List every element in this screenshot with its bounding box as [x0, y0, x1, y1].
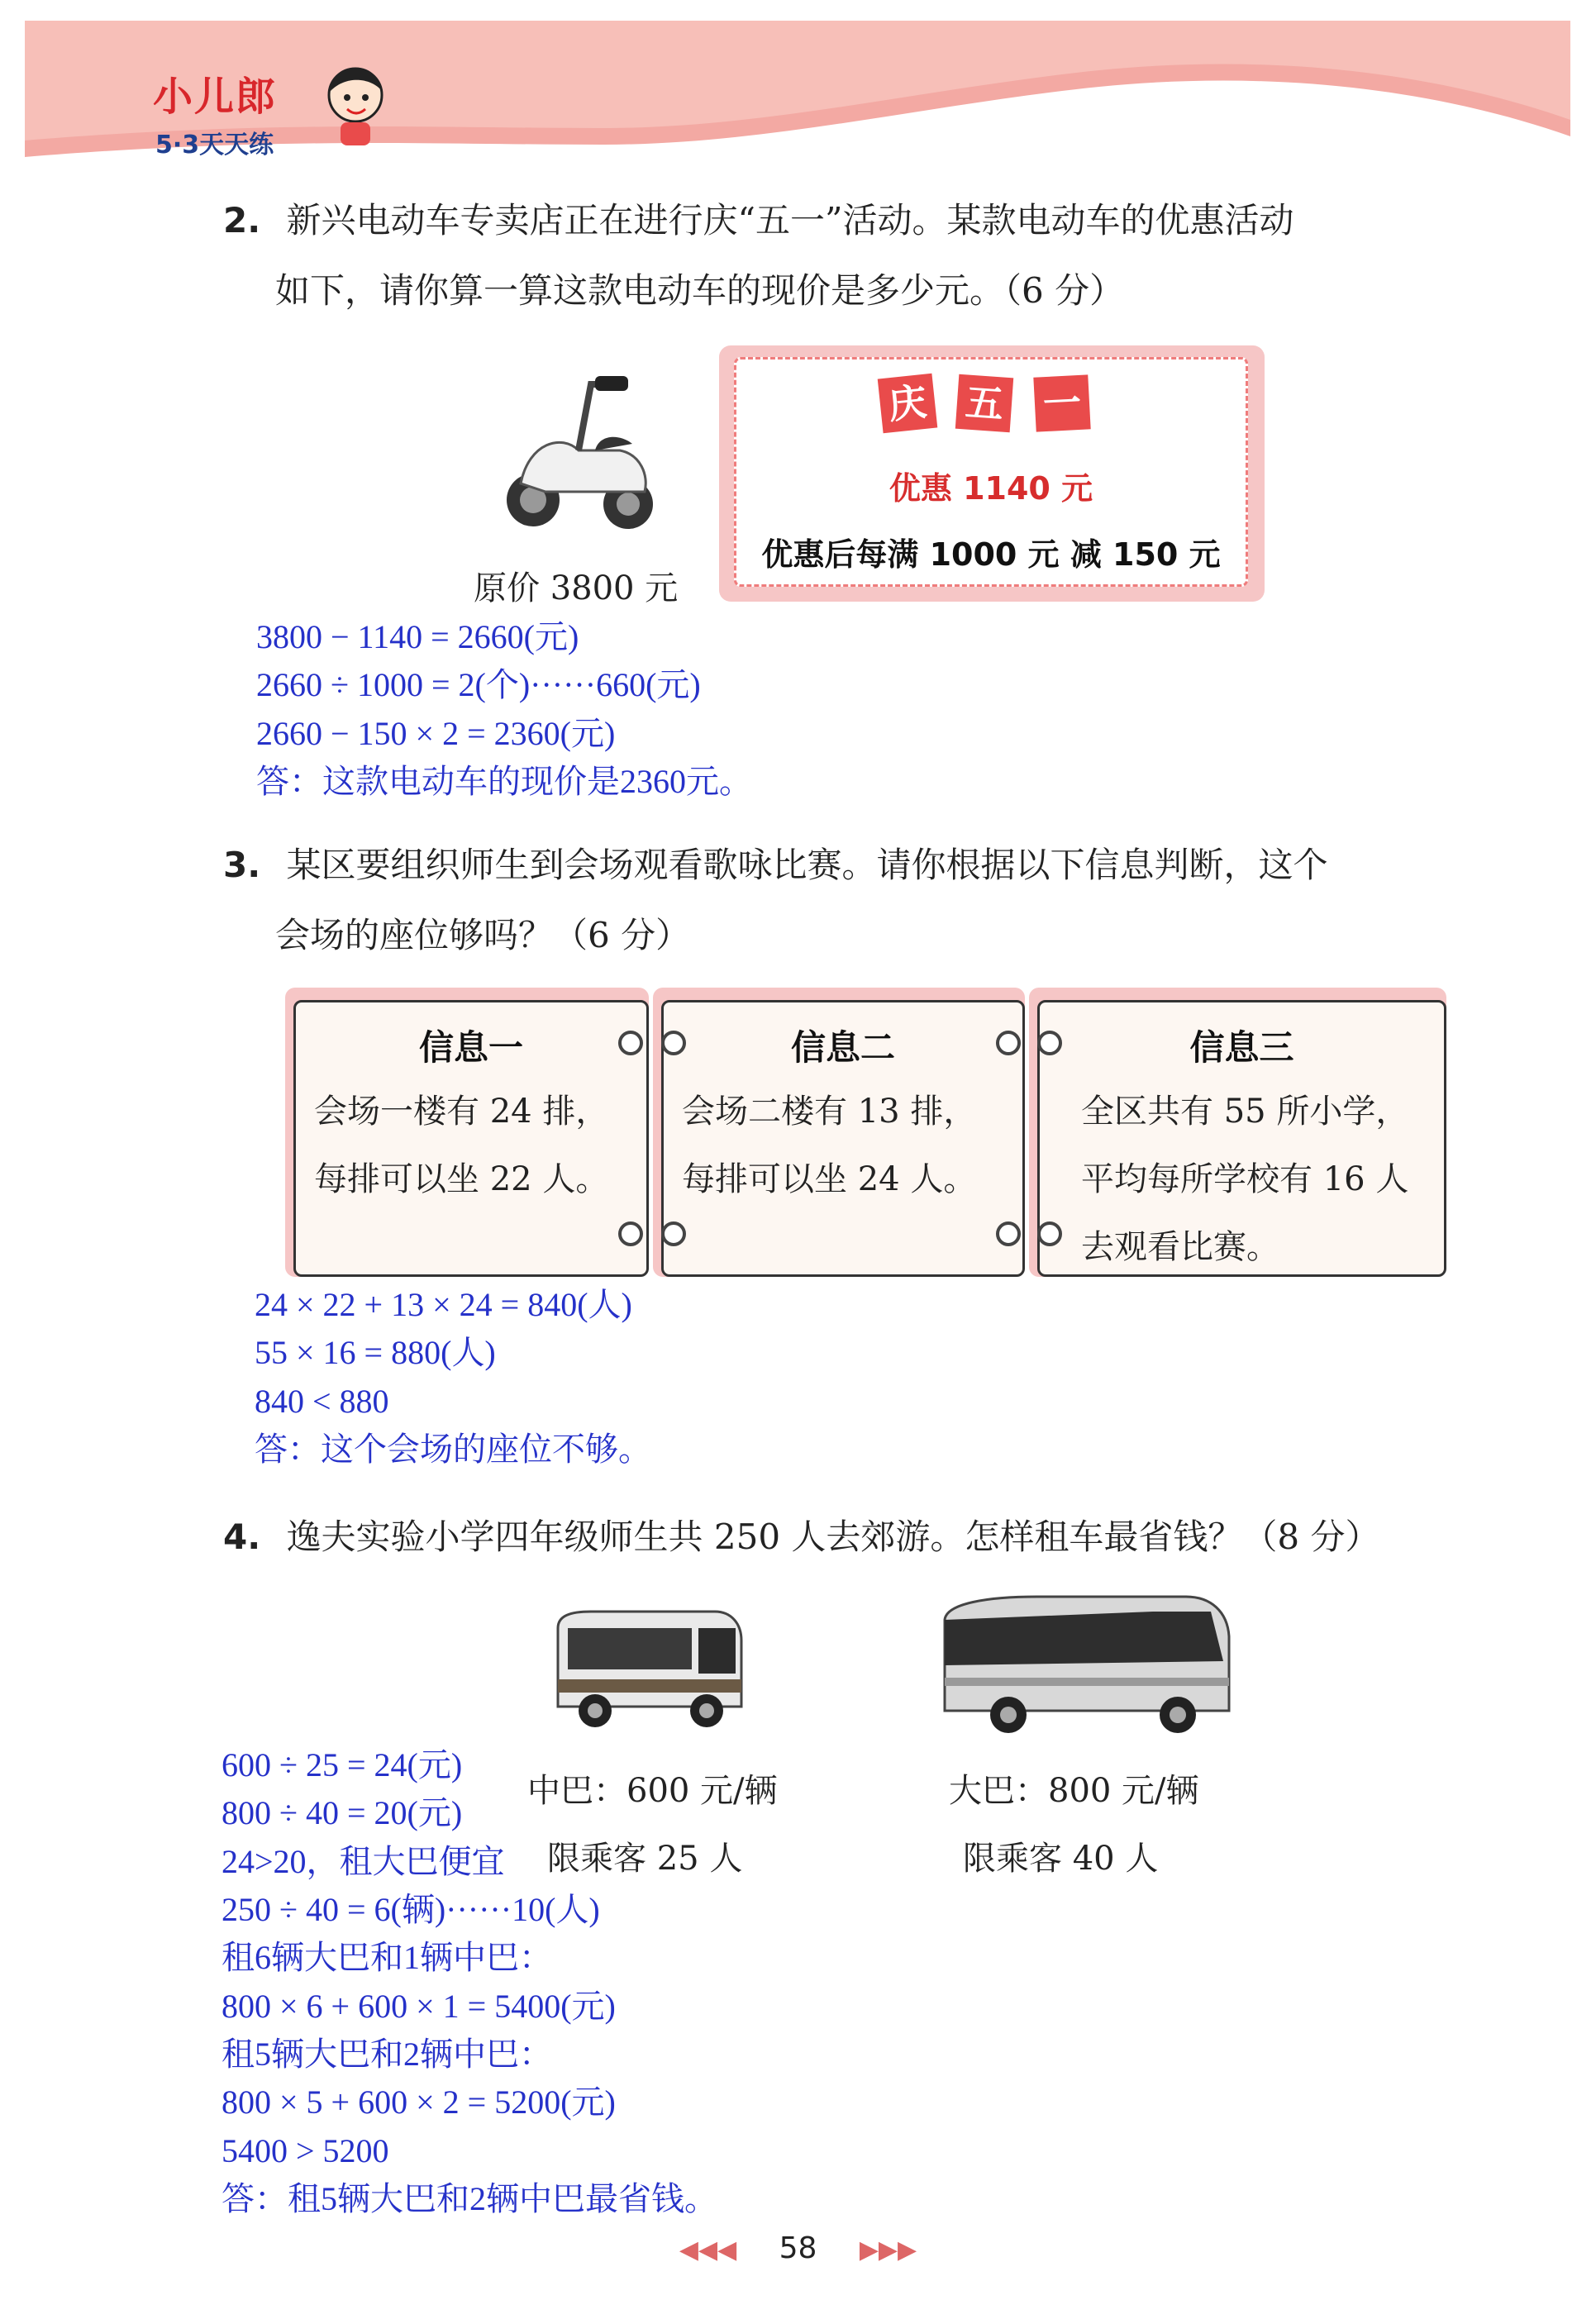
q4-answer-1: 600 ÷ 25 = 24(元)	[222, 1746, 463, 1783]
q4-answer-3: 24>20，租大巴便宜	[222, 1843, 505, 1880]
info-card-2-line1: 会场二楼有 13 排，	[682, 1093, 977, 1131]
info-card-1-line1: 会场一楼有 24 排，	[314, 1093, 609, 1131]
info-card-1-line2: 每排可以坐 22 人。	[314, 1160, 609, 1198]
info-card-3-title: 信息三	[1189, 1027, 1294, 1068]
card-ring-2c	[996, 1221, 1021, 1246]
q3-text-line2: 会场的座位够吗？（6 分）	[275, 915, 691, 955]
q3-number: 3.	[223, 845, 261, 885]
q3-text-line1: 某区要组织师生到会场观看歌咏比赛。请你根据以下信息判断，这个	[286, 845, 1328, 885]
q2-line1	[223, 198, 1294, 244]
mascot-avatar	[322, 58, 388, 149]
q4-answer-8: 800 × 5 + 600 × 2 = 5200(元)	[222, 2083, 616, 2121]
q4-answer-4: 250 ÷ 40 = 6(辆)······10(人)	[222, 1891, 600, 1928]
info-card-1-title: 信息一	[418, 1027, 523, 1068]
q4-answer-9: 5400 > 5200	[222, 2132, 389, 2169]
q4-number: 4.	[223, 1517, 261, 1557]
left-arrows-icon: ◀◀◀	[679, 2236, 737, 2264]
q2-text-line2: 如下，请你算一算这款电动车的现价是多少元。（6 分）	[275, 270, 1125, 311]
logo-text: 小儿郎	[153, 74, 278, 120]
q2-answer-3: 2660 − 150 × 2 = 2360(元)	[256, 715, 616, 752]
bus-image	[938, 1587, 1236, 1736]
q4-text-line1: 逸夫实验小学四年级师生共 250 人去郊游。怎样租车最省钱？（8 分）	[286, 1517, 1380, 1557]
q2-answer-4: 答：这款电动车的现价是2360元。	[256, 763, 752, 800]
card-ring-1b	[661, 1031, 686, 1055]
q4-answer-6: 800 × 6 + 600 × 1 = 5400(元)	[222, 1988, 616, 2025]
promo-char-3: 一	[1033, 374, 1090, 431]
q3-answer-4: 答：这个会场的座位不够。	[255, 1431, 651, 1468]
promo-discount: 优惠 1140 元	[889, 470, 1093, 507]
card-ring-2b	[1037, 1031, 1062, 1055]
q2-text-line1: 新兴电动车专卖店正在进行庆“五一”活动。某款电动车的优惠活动	[286, 200, 1294, 240]
minibus-image	[550, 1603, 748, 1736]
q2-answer-2: 2660 ÷ 1000 = 2(个)······660(元)	[256, 666, 701, 703]
scooter-original-price: 原价 3800 元	[474, 569, 679, 607]
bus-capacity: 限乘客 40 人	[963, 1840, 1159, 1878]
q4-line1	[223, 1515, 1380, 1560]
q2-number: 2.	[223, 200, 261, 240]
promo-rule: 优惠后每满 1000 元 减 150 元	[761, 536, 1221, 573]
q3-answer-2: 55 × 16 = 880(人)	[255, 1334, 496, 1371]
minibus-capacity: 限乘客 25 人	[547, 1840, 743, 1878]
promo-char-1: 庆	[878, 374, 938, 434]
minibus-price: 中巴：600 元/辆	[527, 1772, 778, 1810]
page-number: 58	[779, 2231, 817, 2265]
q2-answer-1: 3800 − 1140 = 2660(元)	[256, 618, 579, 655]
promo-char-2: 五	[955, 374, 1013, 432]
logo-subtitle: 5·3天天练	[155, 131, 274, 160]
right-arrows-icon: ▶▶▶	[859, 2236, 917, 2264]
card-ring-1c	[618, 1221, 643, 1246]
info-card-1	[293, 1000, 649, 1277]
card-ring-2d	[1037, 1221, 1062, 1246]
q3-line1	[223, 843, 1328, 888]
info-card-3-line1: 全区共有 55 所小学，	[1081, 1093, 1409, 1131]
page-footer	[0, 2231, 1596, 2265]
info-card-3-line2: 平均每所学校有 16 人	[1081, 1160, 1409, 1198]
info-card-2	[661, 1000, 1025, 1277]
q4-answer-2: 800 ÷ 40 = 20(元)	[222, 1794, 463, 1831]
q3-answer-3: 840 < 880	[255, 1383, 389, 1420]
q4-answer-7: 租5辆大巴和2辆中巴：	[222, 2036, 552, 2073]
card-ring-1a	[618, 1031, 643, 1055]
card-ring-1d	[661, 1221, 686, 1246]
q4-answer-10: 答：租5辆大巴和2辆中巴最省钱。	[222, 2180, 717, 2217]
scooter-image	[496, 351, 661, 541]
card-ring-2a	[996, 1031, 1021, 1055]
info-card-2-title: 信息二	[790, 1027, 895, 1068]
q3-answer-1: 24 × 22 + 13 × 24 = 840(人)	[255, 1286, 632, 1323]
info-card-2-line2: 每排可以坐 24 人。	[682, 1160, 977, 1198]
info-card-3-line3: 去观看比赛。	[1081, 1228, 1279, 1266]
q4-answer-5: 租6辆大巴和1辆中巴：	[222, 1939, 552, 1976]
info-card-3	[1037, 1000, 1446, 1277]
bus-price: 大巴：800 元/辆	[949, 1772, 1199, 1810]
